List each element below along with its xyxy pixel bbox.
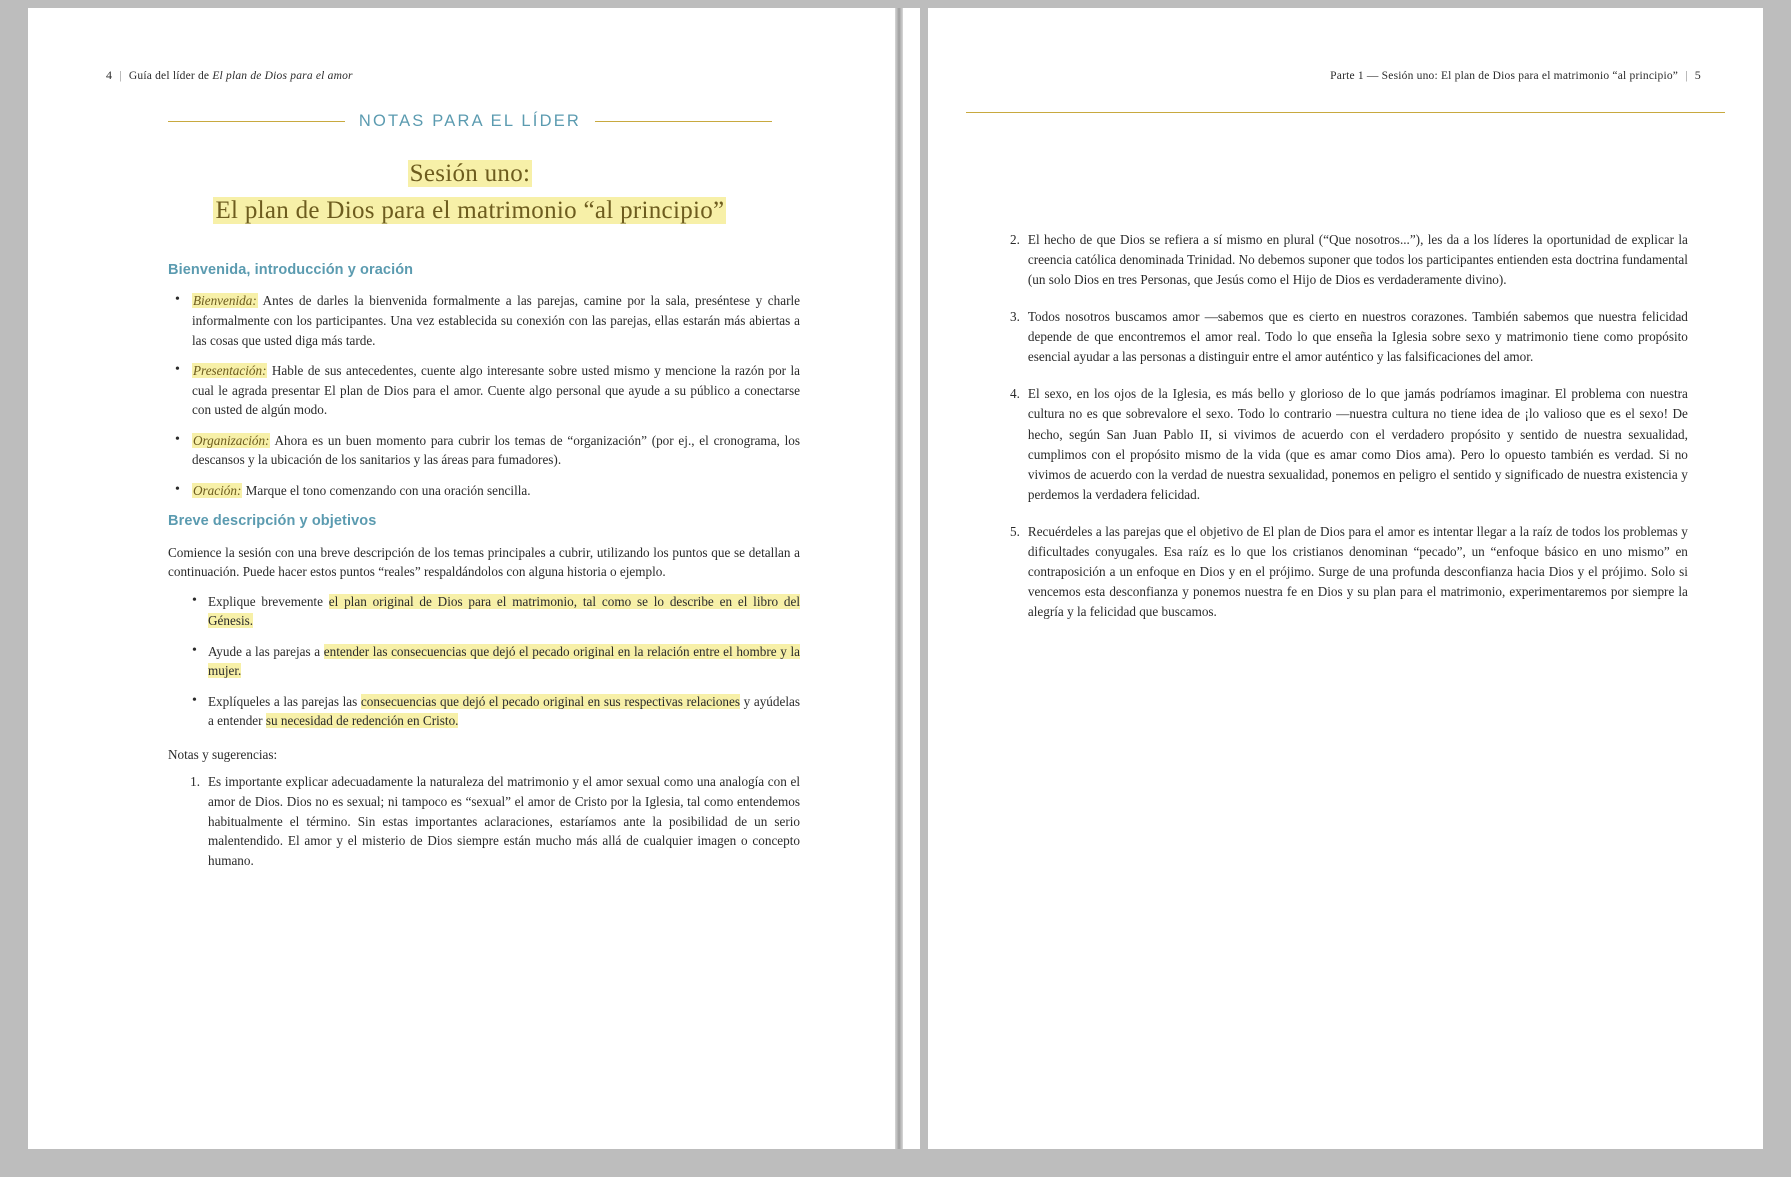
runhead-prefix-left: Guía del líder de [128, 70, 210, 82]
runhead-title-left: El plan de Dios para el amor [212, 70, 353, 82]
objetivos-list [168, 592, 800, 731]
notes-header-rule [168, 112, 772, 131]
item-pre: Explique brevemente [208, 593, 329, 609]
item-number: 4. [1010, 386, 1020, 402]
item-text: El hecho de que Dios se refiera a sí mismo en plural (“Que nosotros...”), les da a los líderes la oportunidad de explicar la creencia católica denominada Trinidad. No debemos suponer que todos los participantes entienden esta doctrina fundamental (un solo Dios en tres Personas, que Jesús como el Hijo de Dios es verdaderamente divino). [1027, 232, 1688, 288]
item-post: y ayúdelas a entender [208, 693, 800, 729]
notas-sugerencias-label: Notas y sugerencias: [168, 746, 278, 762]
breve-descripcion-intro: Comience la sesión con una breve descripción de los temas principales a cubrir, utilizando los puntos que se detallan a continuación. Puede hacer estos puntos “reales” respaldándolos con alguna historia o ejemplo. [168, 544, 800, 580]
list-item [168, 291, 800, 350]
item-highlight: el plan original de Dios para el matrimonio, tal como se lo describe en el libro del Génesis. [208, 593, 800, 629]
item-highlight: entender las consecuencias que dejó el pecado original en la relación entre el hombre y la mujer. [208, 643, 800, 679]
item-number: 5. [1010, 523, 1020, 539]
list-item [168, 481, 800, 501]
bienvenida-list [168, 291, 800, 500]
numbered-item [988, 307, 1688, 367]
session-title-line-2 [168, 197, 772, 225]
item-number: 1. [190, 774, 200, 790]
page-left [28, 8, 920, 1149]
notas-list-right [988, 230, 1688, 622]
item-lead: Bienvenida: [193, 293, 257, 309]
item-lead: Presentación: [193, 363, 267, 379]
item-highlight: consecuencias que dejó el pecado original en sus respectivas relaciones [360, 693, 740, 709]
runhead-separator-right: | [1685, 70, 1688, 82]
book-gutter [895, 8, 903, 1149]
rule-right-segment [595, 121, 772, 122]
numbered-item [168, 772, 800, 870]
item-lead: Organización: [193, 432, 270, 448]
item-highlight-2: su necesidad de redención en Cristo. [265, 713, 459, 729]
runhead-text-right: Parte 1 — Sesión uno: El plan de Dios para el matrimonio “al principio” [1330, 70, 1679, 82]
item-text: Recuérdeles a las parejas que el objetivo de El plan de Dios para el amor es intentar llegar a la raíz de todos los problemas y dificultades conyugales. Esa raíz es lo que los cristianos denominan “pecado”, un “enfoque básico en uno mismo” en contraposición a un enfoque en Dios y en el prójimo. Surge de una profunda desconfianza hacia Dios y el prójimo. Solo si vencemos esta desconfianza y ponemos nuestra fe en Dios y su plan para el matrimonio, experimentaremos por siempre la alegría y la felicidad que buscamos. [1027, 523, 1688, 619]
session-title-block [168, 160, 772, 225]
item-text: El sexo, en los ojos de la Iglesia, es más bello y glorioso de lo que jamás podríamos imaginar. El problema con nuestra cultura no es que sobrevalore el sexo. Todo lo contrario —nuestra cultura no tiene idea de ¡lo valioso que es el sexo! De hecho, según San Juan Pablo II, si vivimos de acuerdo con el verdadero propósito y sentido de nuestra sexualidad, cumplimos con el propósito mismo de la vida (que es amar como Dios ama). Pero lo opuesto también es verdad. Si no vivimos de acuerdo con la verdad de nuestra sexualidad, ponemos en peligro el sentido y significado de nuestra existencia y perdemos la verdadera felicidad. [1027, 386, 1688, 502]
session-title-line-1 [168, 160, 772, 188]
numbered-item [988, 230, 1688, 290]
left-page-body [168, 260, 800, 887]
item-text: Es importante explicar adecuadamente la naturaleza del matrimonio y el amor sexual como una analogía con el amor de Dios. Dios no es sexual; ni tampoco es “sexual” el amor de Cristo por la Iglesia, tal como entendemos habitualmente el término. Sin estas importantes aclaraciones, estaríamos ante la posibilidad de un serio malentendido. El amor y el misterio de Dios siempre están mucho más allá de cualquier imagen o concepto humano. [208, 774, 800, 868]
item-text: Ahora es un buen momento para cubrir los temas de “organización” (por ej., el cronograma, los descansos y la ubicación de los sanitarios y las áreas para fumadores). [192, 432, 800, 468]
numbered-item [988, 522, 1688, 622]
running-head-right [1330, 68, 1701, 83]
item-pre: Ayude a las parejas a [208, 643, 324, 659]
item-lead: Oración: [193, 482, 242, 498]
item-number: 3. [1010, 309, 1020, 325]
numbered-item [988, 384, 1688, 504]
item-pre: Explíqueles a las parejas las [208, 693, 361, 709]
list-item [168, 431, 800, 470]
item-text: Marque el tono comenzando con una oración sencilla. [242, 482, 531, 498]
notas-list-left [168, 772, 800, 870]
folio-left: 4 [106, 68, 113, 82]
session-title-line-2-text: El plan de Dios para el matrimonio “al principio” [215, 197, 725, 224]
heading-breve-descripcion: Breve descripción y objetivos [168, 513, 377, 530]
page-right [928, 8, 1763, 1149]
top-rule-right [966, 112, 1725, 113]
right-page-body [988, 230, 1688, 639]
rule-full [966, 112, 1725, 113]
runhead-separator-left: | [119, 70, 122, 82]
notes-for-leader-heading: NOTAS PARA EL LÍDER [358, 112, 582, 130]
rule-left-segment [168, 121, 345, 122]
session-title-line-1-text: Sesión uno: [409, 160, 531, 187]
item-number: 2. [1010, 232, 1020, 247]
list-item [168, 642, 800, 681]
list-item [168, 692, 800, 731]
heading-bienvenida: Bienvenida, introducción y oración [168, 262, 414, 278]
list-item [168, 361, 800, 420]
running-head-left [106, 68, 353, 83]
list-item [168, 592, 800, 631]
folio-right: 5 [1694, 68, 1701, 82]
item-text: Hable de sus antecedentes, cuente algo interesante sobre usted mismo y mencione la razón por la cual le agrada presentar El plan de Dios para el amor. Cuente algo personal que ayude a su público a conectarse con usted de algún modo. [192, 363, 800, 418]
item-text: Todos nosotros buscamos amor —sabemos que es cierto en nuestros corazones. También sabemos que nuestra felicidad depende de que encontremos el amor real. Todo lo que enseña la Iglesia sobre sexo y matrimonio tiene como propósito esencial ayudar a las personas a distinguir entre el amor auténtico y las falsificaciones del amor. [1027, 309, 1688, 365]
item-text: Antes de darles la bienvenida formalmente a las parejas, camine por la sala, preséntese y charle informalmente con los participantes. Una vez establecida su conexión con las parejas, ellas estarán más abiertas a las cosas que usted diga más tarde. [192, 293, 800, 348]
